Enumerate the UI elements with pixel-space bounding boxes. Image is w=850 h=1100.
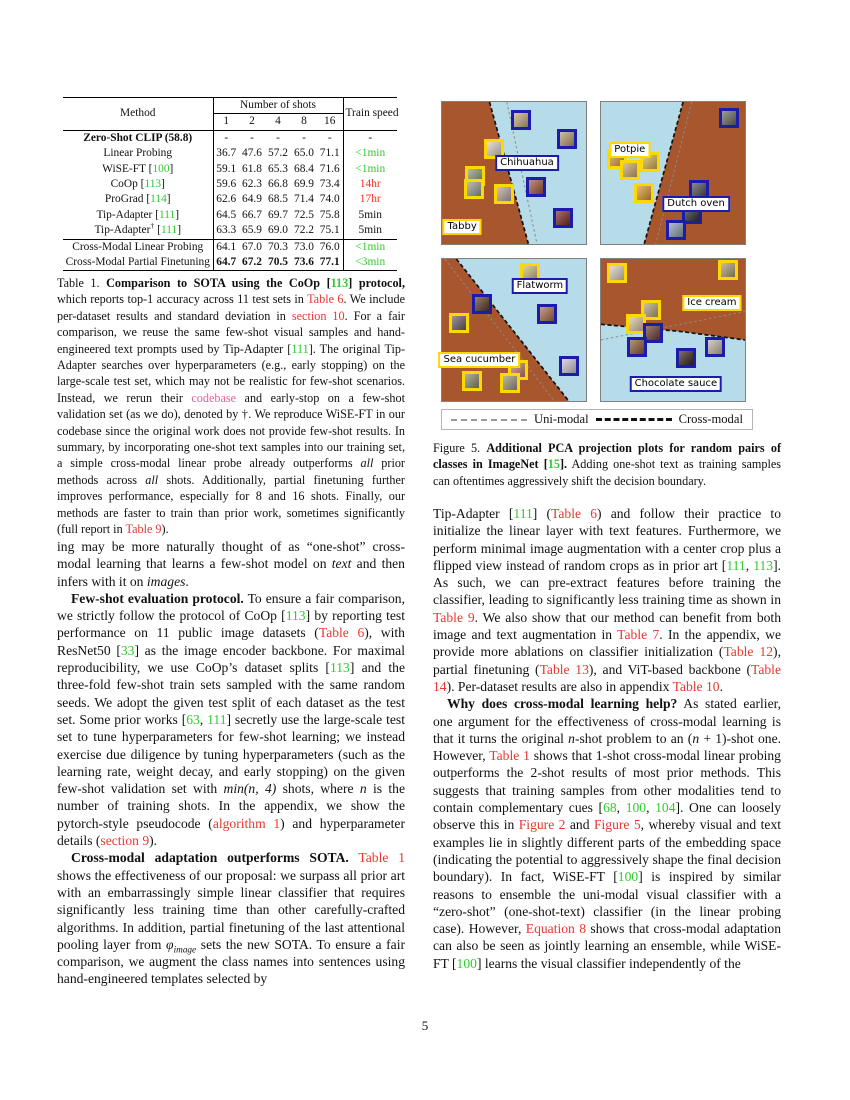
text-segment: ). bbox=[149, 833, 158, 849]
value-cell: 61.8 bbox=[242, 162, 262, 175]
ref-link[interactable]: Table 1 bbox=[358, 850, 405, 866]
table-1 bbox=[63, 97, 397, 271]
text-segment: images bbox=[146, 573, 186, 589]
text-segment: ] protocol, bbox=[348, 276, 405, 290]
text-segment: shots. Additionally, partial finetuning further improves performance, especially for 8 and 16 shots. Finally, our methods are faster to train than prior work, sometimes significantly (full report in bbox=[57, 472, 405, 537]
table-row bbox=[63, 239, 397, 255]
text-segment: Table 1. bbox=[57, 276, 107, 290]
text-segment: φ bbox=[166, 936, 174, 952]
ref-link[interactable]: 15 bbox=[547, 457, 560, 472]
text-segment: shows the effectiveness of our proposal: we surpass all prior art with an embarrassingly simple linear classifier that requires significantly less training time than other carefully-crafted algorithms. In addition, partial finetuning of the last attentional pooling layer from bbox=[57, 867, 405, 952]
text-segment: and early-stop on a few-shot validation set (as we do), denoted by †. We reproduce WiSE-FT in our codebase since the original work does not provide few-shot results. In summary, by incorporating one-shot text samples into our training set, a simple cross-modal linear probe already outperforms bbox=[57, 390, 405, 471]
ref-link[interactable]: Table 9 bbox=[433, 609, 475, 625]
ref-link[interactable]: Table 7 bbox=[617, 627, 660, 643]
pca-panel-ice-cream-vs-chocolate-sauce bbox=[600, 258, 746, 402]
text-segment: sets the new SOTA. To ensure a fair comparison, we augment the class names into sentences using hand-engineered templates selected by bbox=[57, 936, 405, 987]
text-segment: Tip-Adapter [ bbox=[433, 506, 514, 521]
ref-link[interactable]: 33 bbox=[120, 642, 135, 658]
text-segment: . We include per-dataset results and standard deviation in bbox=[57, 292, 405, 323]
ref-link[interactable]: Table 14 bbox=[433, 661, 781, 694]
method-cell bbox=[63, 239, 213, 255]
method-cell bbox=[63, 192, 213, 207]
ref-link[interactable]: 113 bbox=[330, 276, 349, 290]
value-cell: 75.8 bbox=[319, 208, 340, 221]
cross-modal-dash-icon bbox=[596, 418, 672, 421]
value-cell: 63.3 bbox=[213, 223, 239, 239]
train-speed-cell: 5min bbox=[343, 223, 397, 239]
text-segment: Zero-Shot CLIP (58.8) bbox=[83, 131, 193, 144]
text-segment: text bbox=[331, 556, 352, 572]
value-cell: 67.0 bbox=[239, 239, 265, 255]
ref-link[interactable]: 111 bbox=[207, 711, 227, 727]
value-cell: 59.6 bbox=[213, 177, 239, 192]
paragraph bbox=[433, 505, 781, 695]
text-segment: ), and ViT-based backbone ( bbox=[588, 661, 751, 677]
text-segment: ] bbox=[161, 178, 165, 191]
text-segment: ] bbox=[175, 208, 180, 221]
class-label-tabby: Tabby bbox=[443, 219, 482, 235]
table-row bbox=[63, 192, 397, 207]
col-header-shot-2: 2 bbox=[239, 114, 265, 130]
value-cell: 69.7 bbox=[268, 208, 288, 221]
text-segment: ProGrad [ bbox=[104, 193, 151, 206]
ref-link[interactable]: 100 bbox=[617, 869, 639, 885]
ref-link[interactable]: 113 bbox=[329, 660, 350, 676]
text-segment: ]. One can loosely observe this in bbox=[433, 800, 782, 833]
sample-image-thumbnail bbox=[557, 129, 577, 149]
text-segment: Tip-Adapter [ bbox=[96, 208, 159, 221]
paragraph bbox=[57, 590, 405, 849]
sample-image-thumbnail bbox=[464, 179, 484, 199]
left-column-body bbox=[57, 538, 405, 988]
ref-link[interactable]: 111 bbox=[513, 506, 533, 521]
value-cell: - bbox=[213, 130, 239, 146]
text-segment: Cross-Modal Linear Probing bbox=[72, 240, 204, 253]
method-cell bbox=[63, 255, 213, 271]
value-cell: 68.4 bbox=[294, 162, 314, 175]
value-cell: 70.3 bbox=[265, 239, 291, 255]
pca-panel-tabby-vs-chihuahua bbox=[441, 101, 587, 245]
text-segment: ] and the three-fold few-shot train sets sampled with the same random seeds. We adopt the given test split of each dataset as the test set. Some prior works [ bbox=[57, 660, 405, 727]
value-cell: 64.1 bbox=[213, 239, 239, 255]
col-header-shot-4: 4 bbox=[265, 114, 291, 130]
ref-link[interactable]: codebase bbox=[191, 390, 237, 405]
ref-link[interactable]: Table 12 bbox=[723, 644, 774, 660]
text-segment: prior methods across bbox=[57, 456, 405, 487]
text-segment: n bbox=[568, 730, 575, 746]
col-header-shot-8: 8 bbox=[291, 114, 317, 130]
text-segment: -shot problem to an ( bbox=[574, 730, 693, 746]
text-segment: , bbox=[646, 800, 656, 816]
value-cell: 65.0 bbox=[294, 147, 314, 160]
pca-panel-potpie-vs-dutch-oven bbox=[600, 101, 746, 245]
ref-link[interactable]: 113 bbox=[144, 178, 162, 191]
sample-image-thumbnail bbox=[500, 373, 520, 393]
text-segment: ] secretly use the large-scale test set to tune hyperparameters for few-shot learning; we instead exercise due diligence by tuning hyperparameters (such as the learning rate, weight decay, and early stopping) on the given few-shot validation set with bbox=[57, 711, 405, 797]
text-segment: Adding one-shot text as training samples can oftentimes aggressively shift the decision boundary. bbox=[433, 457, 782, 488]
value-cell: 73.0 bbox=[291, 239, 317, 255]
table-row bbox=[63, 255, 397, 271]
text-segment: . bbox=[185, 573, 189, 589]
ref-link[interactable]: 111 bbox=[159, 208, 176, 221]
text-segment: Cross-modal adaptation outperforms SOTA. bbox=[71, 850, 349, 866]
text-segment: † bbox=[150, 221, 155, 231]
ref-link[interactable]: Equation 8 bbox=[525, 921, 587, 937]
sample-image-thumbnail bbox=[472, 294, 492, 314]
value-cell: 36.7 bbox=[213, 146, 239, 161]
figure-5-caption bbox=[433, 440, 781, 489]
ref-link[interactable]: 63 bbox=[186, 711, 200, 727]
sample-image-thumbnail bbox=[607, 263, 627, 283]
ref-link[interactable]: Table 6 bbox=[551, 506, 597, 521]
sample-image-thumbnail bbox=[511, 110, 531, 130]
value-cell: - bbox=[276, 131, 280, 144]
train-speed-cell: 14hr bbox=[343, 177, 397, 192]
text-segment: Linear Probing bbox=[103, 147, 173, 160]
text-segment: n bbox=[359, 781, 367, 797]
value-cell: 75.1 bbox=[319, 224, 340, 237]
text-segment: Additional PCA projection plots for random pairs of classes in ImageNet [ bbox=[433, 441, 782, 472]
pca-panel-sea-cucumber-vs-flatworm bbox=[441, 258, 587, 402]
table-row bbox=[63, 223, 397, 239]
text-segment: ] learns the visual classifier independently of the bbox=[476, 955, 741, 971]
ref-link[interactable]: 68 bbox=[603, 800, 617, 816]
ref-link[interactable]: section 10 bbox=[291, 308, 345, 323]
sample-image-thumbnail bbox=[462, 371, 482, 391]
text-segment: ), with ResNet50 [ bbox=[57, 625, 405, 658]
text-segment: ] bbox=[169, 162, 174, 175]
ref-link[interactable]: 111 bbox=[160, 224, 178, 237]
paragraph bbox=[57, 849, 405, 987]
text-segment: shows that 1-shot cross-modal linear probing outperforms the 2-shot results of most prior methods. This suggests that training samples from other modalities tend to contain complementary cues [ bbox=[433, 748, 781, 816]
ref-link[interactable]: 111 bbox=[291, 341, 309, 356]
value-cell: 73.4 bbox=[319, 178, 340, 191]
ref-link[interactable]: Table 10 bbox=[672, 678, 720, 694]
method-cell bbox=[63, 177, 213, 192]
value-cell: 62.3 bbox=[242, 178, 262, 191]
train-speed-cell: <1min bbox=[343, 162, 397, 177]
text-segment: which reports top-1 accuracy across 11 test sets in bbox=[57, 292, 308, 307]
value-cell: 71.4 bbox=[294, 193, 314, 206]
ref-link[interactable]: Table 1 bbox=[489, 748, 530, 764]
legend-uni-modal-label: Uni-modal bbox=[534, 412, 589, 426]
value-cell: - bbox=[302, 131, 306, 144]
text-segment: Figure 5. bbox=[433, 441, 487, 455]
class-label-ice-cream: Ice cream bbox=[682, 295, 741, 311]
pca-panels bbox=[441, 101, 747, 402]
text-segment: + 1)-shot one. However, bbox=[433, 730, 782, 764]
class-label-chocolate-sauce: Chocolate sauce bbox=[630, 376, 723, 392]
value-cell: 72.2 bbox=[294, 224, 314, 237]
ref-link[interactable]: 100 bbox=[152, 162, 170, 175]
value-cell: 65.9 bbox=[242, 224, 262, 237]
sample-image-thumbnail bbox=[705, 337, 725, 357]
text-segment: To ensure a fair comparison, we strictly follow the protocol of CoOp [ bbox=[57, 590, 405, 624]
ref-link[interactable]: section 9 bbox=[100, 833, 150, 849]
text-segment: ), partial finetuning ( bbox=[433, 644, 781, 677]
train-speed-cell: 5min bbox=[343, 208, 397, 223]
value-cell: 62.6 bbox=[213, 192, 239, 207]
col-header-shot-1: 1 bbox=[213, 114, 239, 130]
value-cell: 76.0 bbox=[317, 239, 343, 255]
text-segment: n bbox=[692, 730, 700, 746]
sample-image-thumbnail bbox=[537, 304, 557, 324]
class-label-chihuahua: Chihuahua bbox=[495, 155, 559, 171]
text-segment: . For a fair comparison, we reuse the same few-shot visual samples and hand-engineered text prompts used by Tip-Adapter [ bbox=[57, 308, 405, 356]
sample-image-thumbnail bbox=[449, 313, 469, 333]
text-segment: . bbox=[719, 678, 723, 694]
text-segment: , bbox=[199, 711, 208, 727]
text-segment: , bbox=[616, 800, 626, 816]
table-row bbox=[63, 208, 397, 223]
sample-image-thumbnail bbox=[620, 160, 640, 180]
value-cell: 69.0 bbox=[268, 224, 288, 237]
text-segment bbox=[349, 850, 359, 865]
value-cell: 64.7 bbox=[213, 255, 239, 271]
text-segment: all bbox=[360, 456, 374, 471]
text-segment: Comparison to SOTA using the CoOp [ bbox=[106, 276, 331, 290]
value-cell: 66.8 bbox=[268, 178, 288, 191]
text-segment: Cross-Modal Partial Finetuning bbox=[65, 256, 210, 269]
text-segment: CoOp [ bbox=[110, 178, 145, 191]
col-header-train-speed: Train speed bbox=[343, 98, 397, 131]
figure-5 bbox=[441, 101, 747, 430]
class-label-flatworm: Flatworm bbox=[512, 278, 569, 294]
ref-link[interactable]: Figure 2 bbox=[518, 817, 566, 833]
value-cell: 64.5 bbox=[213, 208, 239, 223]
sample-image-thumbnail bbox=[494, 184, 514, 204]
sample-image-thumbnail bbox=[676, 348, 696, 368]
train-speed-cell: <1min bbox=[343, 239, 397, 255]
text-segment: , bbox=[745, 557, 754, 573]
ref-link[interactable]: Table 6 bbox=[307, 292, 344, 307]
right-column-body bbox=[433, 505, 781, 972]
value-cell: 77.1 bbox=[319, 256, 340, 269]
train-speed-cell: 17hr bbox=[343, 192, 397, 207]
class-label-potpie: Potpie bbox=[609, 142, 650, 158]
text-segment: image bbox=[173, 944, 197, 955]
col-header-shots-group: Number of shots bbox=[213, 98, 343, 114]
paragraph bbox=[433, 695, 781, 972]
ref-link[interactable]: Table 9 bbox=[125, 522, 162, 537]
text-segment: ]. bbox=[559, 457, 568, 472]
class-label-dutch-oven: Dutch oven bbox=[662, 196, 730, 212]
value-cell: 74.0 bbox=[319, 193, 340, 206]
value-cell: 66.7 bbox=[242, 208, 262, 221]
text-segment: ] is inspired by similar reasons to ensemble the uni-modal visual classifier with a “zero-shot” (one-shot-text) classifier (in the linear probing case). However, bbox=[433, 869, 781, 937]
table-row bbox=[63, 162, 397, 177]
col-header-shot-16: 16 bbox=[317, 114, 343, 130]
text-segment: shows that cross-modal adaptation can also be seen as jointly learning an ensemble, while WiSE-FT [ bbox=[433, 921, 781, 971]
sample-image-thumbnail bbox=[719, 108, 739, 128]
table-1-caption bbox=[57, 275, 405, 538]
value-cell: 59.1 bbox=[213, 162, 239, 177]
text-segment: and bbox=[565, 817, 594, 833]
legend-cross-modal-label: Cross-modal bbox=[678, 412, 743, 426]
page-number: 5 bbox=[421, 1018, 429, 1033]
train-speed-cell: - bbox=[343, 130, 397, 146]
value-cell: 65.3 bbox=[268, 162, 288, 175]
ref-link[interactable]: Table 6 bbox=[318, 625, 365, 641]
class-label-sea-cucumber: Sea cucumber bbox=[439, 352, 521, 368]
value-cell: 71.6 bbox=[319, 162, 340, 175]
figure-legend bbox=[441, 409, 753, 430]
sample-image-thumbnail bbox=[559, 356, 579, 376]
uni-modal-dash-icon bbox=[451, 419, 527, 421]
ref-link[interactable]: 113 bbox=[285, 608, 306, 624]
train-speed-cell: <3min bbox=[343, 255, 397, 271]
text-segment: . In the appendix, we provide more ablations on classifier initialization ( bbox=[433, 627, 781, 660]
text-segment: min(n, 4) bbox=[223, 781, 277, 797]
text-segment: ] bbox=[177, 224, 181, 237]
value-cell: 69.9 bbox=[294, 178, 314, 191]
col-header-method: Method bbox=[63, 98, 213, 131]
sota-comparison-table bbox=[63, 97, 397, 271]
value-cell: 71.1 bbox=[319, 147, 340, 160]
text-segment: shots, where bbox=[276, 781, 360, 797]
paragraph bbox=[57, 538, 405, 590]
text-segment: ]. The original Tip-Adapter searches over hyperparameters (e.g., early stopping) on the large-scale test set, which may not be realistic for few-shot scenarios. Instead, we rerun their bbox=[57, 341, 406, 405]
text-segment: Why does cross-modal learning help? bbox=[447, 696, 678, 712]
ref-link[interactable]: 104 bbox=[655, 800, 676, 816]
text-segment: Tip-Adapter bbox=[94, 224, 151, 237]
value-cell: 67.2 bbox=[242, 256, 262, 269]
train-speed-cell: <1min bbox=[343, 146, 397, 161]
method-cell bbox=[63, 130, 213, 146]
table-row bbox=[63, 146, 397, 161]
ref-link[interactable]: algorithm 1 bbox=[212, 815, 281, 831]
text-segment: ). bbox=[161, 522, 169, 537]
text-segment: and then infers with it on bbox=[57, 556, 405, 589]
text-segment: As stated earlier, one argument for the effectiveness of cross-modal learning is that it turns the original bbox=[433, 696, 781, 746]
text-segment: [ bbox=[154, 224, 161, 237]
table-row bbox=[63, 177, 397, 192]
text-segment: ing may be more naturally thought of as “one-shot” cross-modal learning that learns a few-shot model on bbox=[57, 539, 405, 572]
text-segment: ] by reporting test performance on 11 public image datasets ( bbox=[57, 608, 406, 641]
table-row bbox=[63, 130, 397, 146]
method-cell bbox=[63, 146, 213, 161]
ref-link[interactable]: 114 bbox=[150, 193, 167, 206]
value-cell: 47.6 bbox=[242, 147, 262, 160]
sample-image-thumbnail bbox=[627, 337, 647, 357]
ref-link[interactable]: 100 bbox=[625, 800, 647, 816]
text-segment: is the number of training shots. In the appendix, we show the pytorch-style pseudocode ( bbox=[57, 781, 405, 831]
value-cell: 73.6 bbox=[294, 256, 314, 269]
value-cell: 70.5 bbox=[268, 256, 288, 269]
ref-link[interactable]: 113 bbox=[753, 557, 774, 573]
sample-image-thumbnail bbox=[718, 260, 738, 280]
text-segment: ] ( bbox=[532, 506, 552, 521]
text-segment: , whereby visual and text examples lie in slightly different parts of the embedding space (indicating the potential to aggressively shape the final decision boundary). In fact, WiSE-FT [ bbox=[433, 817, 782, 885]
value-cell: - bbox=[327, 131, 332, 144]
ref-link[interactable]: 100 bbox=[456, 955, 477, 971]
text-segment: ) and hyperparameter details ( bbox=[57, 815, 405, 849]
ref-link[interactable]: Figure 5 bbox=[593, 817, 641, 833]
sample-image-thumbnail bbox=[666, 220, 686, 240]
text-segment: ). Per-dataset results are also in appendix bbox=[446, 678, 673, 694]
value-cell: 64.9 bbox=[242, 193, 262, 206]
value-cell: - bbox=[250, 131, 254, 144]
method-cell bbox=[63, 223, 213, 239]
text-segment: ] as the image encoder backbone. For maximal reproducibility, we use CoOp’s dataset splits [ bbox=[57, 642, 405, 676]
method-cell bbox=[63, 208, 213, 223]
ref-link[interactable]: 111 bbox=[726, 557, 746, 573]
text-segment: ] bbox=[166, 193, 171, 206]
sample-image-thumbnail bbox=[634, 183, 654, 203]
sample-image-thumbnail bbox=[553, 208, 573, 228]
text-segment: ]. As such, we can pre-extract features before training the classifier, leading to significantly less training time as shown in bbox=[433, 557, 782, 608]
text-segment: WiSE-FT [ bbox=[102, 162, 153, 175]
value-cell: 68.5 bbox=[268, 193, 288, 206]
value-cell: 57.2 bbox=[268, 147, 288, 160]
text-segment: all bbox=[145, 472, 159, 487]
text-segment: ) and follow their practice to initialize the linear layer with text features. Furthermore, we perform minimal image augmentation with a center crop plus a flipped view instead of random crops as in prior art [ bbox=[433, 506, 781, 573]
text-segment: . We also show that our method can benefit from both image and text augmentation in bbox=[433, 609, 781, 643]
value-cell: 72.5 bbox=[294, 208, 314, 221]
sample-image-thumbnail bbox=[526, 177, 546, 197]
method-cell bbox=[63, 162, 213, 177]
ref-link[interactable]: Table 13 bbox=[539, 661, 589, 677]
text-segment: Few-shot evaluation protocol. bbox=[71, 590, 244, 606]
